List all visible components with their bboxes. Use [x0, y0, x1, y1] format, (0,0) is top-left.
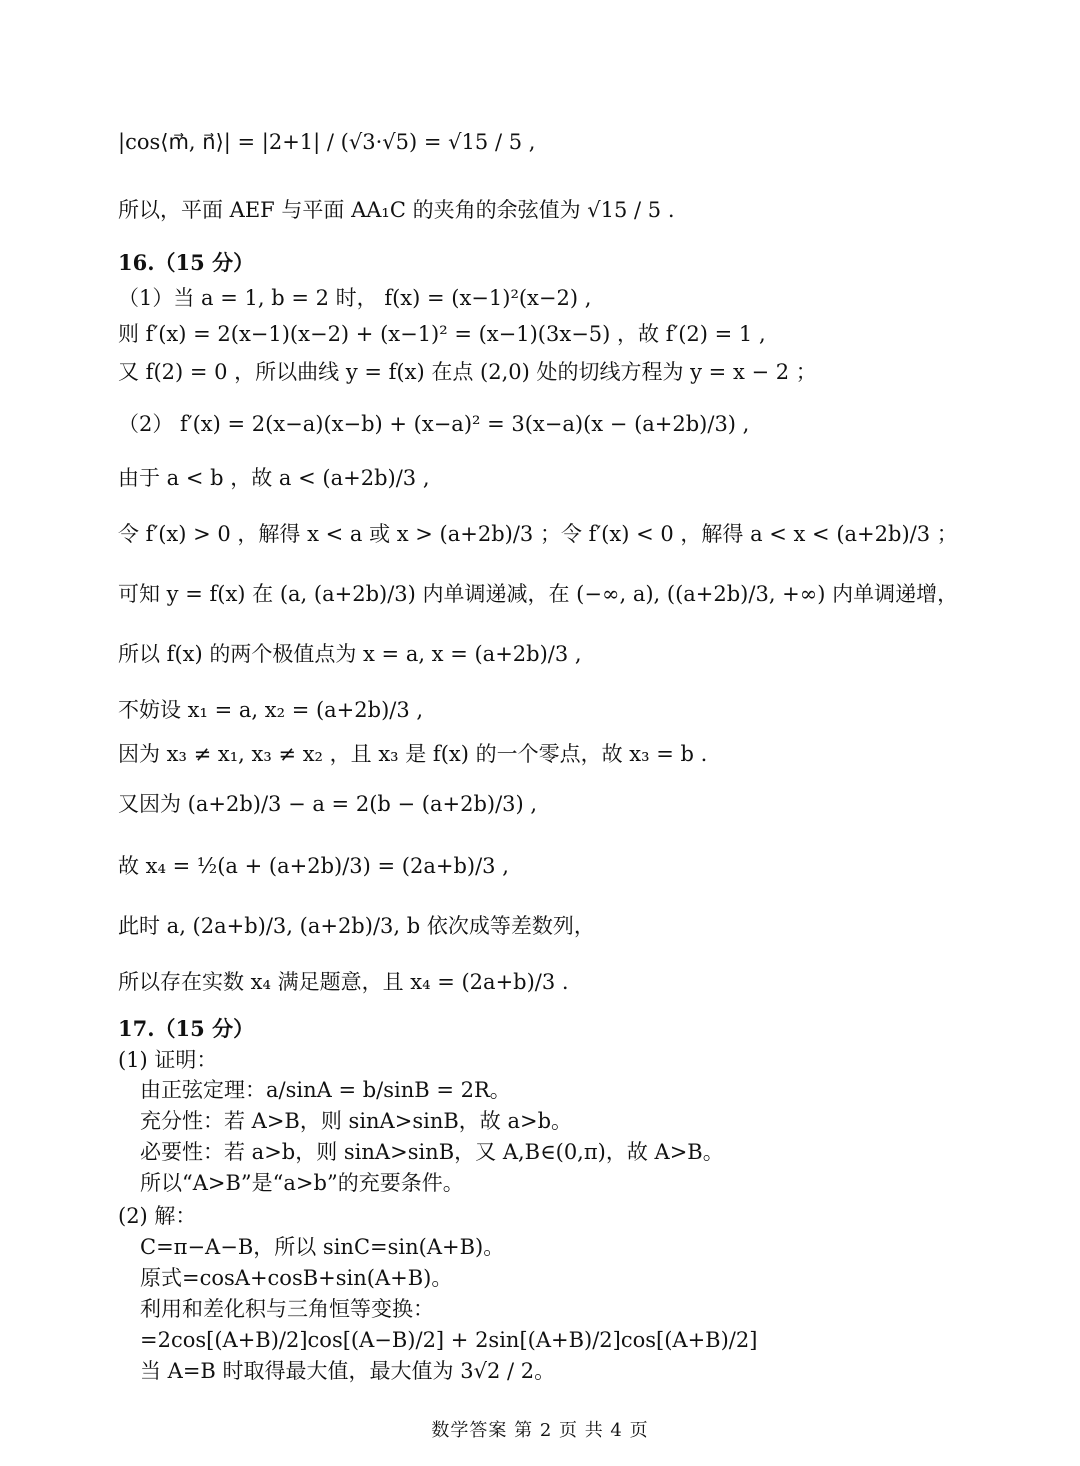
text-line: 所以“A>B”是“a>b”的充要条件。	[140, 1171, 464, 1195]
text-line: 故 x₄ = ½(a + (a+2b)/3) = (2a+b)/3 ,	[118, 854, 509, 878]
text-line: 由正弦定理：a/sinA = b/sinB = 2R。	[140, 1078, 511, 1102]
text-line: 不妨设 x₁ = a, x₂ = (a+2b)/3 ,	[118, 698, 424, 722]
text-line: =2cos[(A+B)/2]cos[(A−B)/2] + 2sin[(A+B)/2]cos[(A+B)/2]	[140, 1328, 758, 1352]
text-line: (1) 证明：	[118, 1048, 218, 1072]
text-line: 由于 a < b ，故 a < (a+2b)/3 ,	[118, 466, 430, 490]
text-line: |cos⟨m⃗, n⃗⟩| = |2+1| / (√3·√5) = √15 / 5 ,	[118, 130, 536, 154]
text-line: 充分性：若 A>B，则 sinA>sinB，故 a>b。	[140, 1109, 573, 1133]
text-line: （1）当 a = 1, b = 2 时， f(x) = (x−1)²(x−2) ,	[118, 286, 592, 310]
text-line: (2) 解：	[118, 1204, 197, 1228]
text-line: （2） f′(x) = 2(x−a)(x−b) + (x−a)² = 3(x−a)(x − (a+2b)/3) ,	[118, 412, 750, 436]
text-line: 可知 y = f(x) 在 (a, (a+2b)/3) 内单调递减，在 (−∞, a), ((a+2b)/3, +∞) 内单调递增，	[118, 582, 959, 606]
text-line: 17.（15 分）	[118, 1016, 255, 1041]
text-line: 令 f′(x) > 0 ，解得 x < a 或 x > (a+2b)/3 ；令 f′(x) < 0 ，解得 a < x < (a+2b)/3 ；	[118, 522, 958, 546]
text-line: 所以存在实数 x₄ 满足题意，且 x₄ = (2a+b)/3 .	[118, 970, 569, 994]
text-line: 所以，平面 AEF 与平面 AA₁C 的夹角的余弦值为 √15 / 5 .	[118, 198, 675, 222]
text-line: 16.（15 分）	[118, 250, 255, 275]
text-line: 必要性：若 a>b，则 sinA>sinB，又 A,B∈(0,π)，故 A>B。	[140, 1140, 724, 1164]
text-line: 利用和差化积与三角恒等变换：	[140, 1297, 434, 1321]
text-line: 又 f(2) = 0 ，所以曲线 y = f(x) 在点 (2,0) 处的切线方程为 y = x − 2 ；	[118, 360, 817, 384]
text-line: 因为 x₃ ≠ x₁, x₃ ≠ x₂ ，且 x₃ 是 f(x) 的一个零点，故 x₃ = b .	[118, 742, 708, 766]
text-line: 所以 f(x) 的两个极值点为 x = a, x = (a+2b)/3 ,	[118, 642, 582, 666]
text-line: 又因为 (a+2b)/3 − a = 2(b − (a+2b)/3) ,	[118, 792, 538, 816]
page-footer: 数学答案 第 2 页 共 4 页	[431, 1420, 649, 1441]
text-line: C=π−A−B，所以 sinC=sin(A+B)。	[140, 1235, 505, 1259]
text-line: 当 A=B 时取得最大值，最大值为 3√2 / 2。	[140, 1359, 556, 1383]
text-line: 原式=cosA+cosB+sin(A+B)。	[140, 1266, 453, 1290]
text-line: 则 f′(x) = 2(x−1)(x−2) + (x−1)² = (x−1)(3x−5) ，故 f′(2) = 1 ,	[118, 322, 766, 346]
text-line: 此时 a, (2a+b)/3, (a+2b)/3, b 依次成等差数列，	[118, 914, 595, 938]
